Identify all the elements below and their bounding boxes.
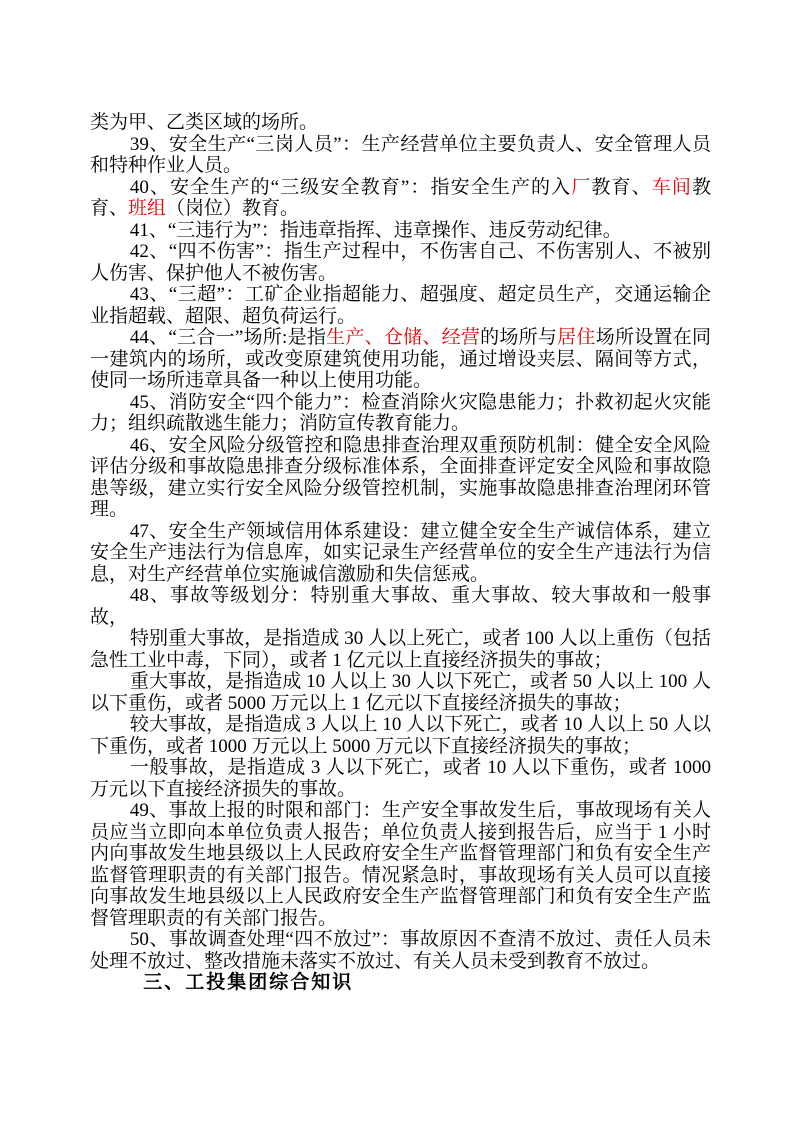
text-segment: 类为甲、乙类区域的场所。: [90, 112, 319, 133]
paragraph-item-41: [90, 220, 711, 242]
document-body: [90, 112, 711, 994]
text-segment: 三、工投集团综合知识: [143, 972, 354, 993]
text-segment: 的场所与: [480, 327, 558, 348]
text-segment: 40、安全生产的“三级安全教育”：指安全生产的入: [129, 176, 572, 198]
text-segment: （岗位）教育。: [166, 198, 300, 219]
text-segment: 重大事故，是指造成 10 人以上 30 人以下死亡，或者 50 人以上 100 人以下重伤，或者 5000 万元以上 1 亿元以下直接经济损失的事故；: [90, 671, 711, 714]
paragraph-item-48-large: [90, 714, 711, 757]
highlighted-text-segment: 厂: [571, 176, 592, 198]
paragraph-item-39: [90, 134, 711, 177]
paragraph-item-46: [90, 435, 711, 521]
highlighted-text-segment: 生产、仓储、经营: [326, 327, 481, 348]
text-segment: 45、消防安全“四个能力”：检查消除火灾隐患能力；扑救初起火灾能力；组织疏散逃生能力；消防宣传教育能力。: [90, 391, 711, 434]
paragraph-section-heading-3: [90, 972, 711, 994]
text-segment: 41、“三违行为”：指违章指挥、违章操作、违反劳动纪律。: [129, 219, 622, 241]
paragraph-item-45: [90, 392, 711, 435]
paragraph-item-48-major: [90, 671, 711, 714]
text-segment: 43、“三超”：工矿企业指超能力、超强度、超定员生产，交通运输企业指超载、超限、超负荷运行。: [90, 284, 711, 327]
highlighted-text-segment: 班组: [128, 198, 167, 219]
text-segment: 42、“四不伤害”：指生产过程中，不伤害自己、不伤害别人、不被别人伤害、保护他人不被伤害。: [90, 241, 711, 284]
paragraph-item-44: [90, 327, 711, 392]
paragraph-item-40: [90, 177, 711, 220]
paragraph-item-48-extraordinary: [90, 628, 711, 671]
text-segment: 教育、: [591, 176, 652, 198]
paragraph-item-47: [90, 521, 711, 586]
paragraph-item-49: [90, 800, 711, 929]
highlighted-text-segment: 车间: [651, 176, 692, 198]
text-segment: 一般事故，是指造成 3 人以下死亡，或者 10 人以下重伤，或者 1000 万元以下直接经济损失的事故。: [90, 757, 711, 800]
text-segment: 教育、: [90, 176, 711, 219]
paragraph-item-42: [90, 241, 711, 284]
highlighted-text-segment: 居住: [557, 327, 596, 348]
text-segment: 场所设置在同一建筑内的场所，或改变原建筑使用功能，通过增设夹层、隔间等方式，使同一场所违章具备一种以上使用功能。: [90, 327, 711, 391]
paragraph-item-50: [90, 929, 711, 972]
text-segment: 48、事故等级划分：特别重大事故、重大事故、较大事故和一般事故，: [90, 585, 711, 628]
paragraph-item-43: [90, 284, 711, 327]
text-segment: 44、“三合一”场所:是指: [129, 327, 327, 348]
text-segment: 47、安全生产领域信用体系建设：建立健全安全生产诚信体系，建立安全生产违法行为信息库，如实记录生产经营单位的安全生产违法行为信息，对生产经营单位实施诚信激励和失信惩戒。: [90, 520, 711, 585]
text-segment: 46、安全风险分级管控和隐患排查治理双重预防机制：健全安全风险评估分级和事故隐患排查分级标准体系，全面排查评定安全风险和事故隐患等级，建立实行安全风险分级管控机制，实施事故隐患排查治理闭环管理。: [90, 434, 711, 520]
paragraph-continuation-38: [90, 112, 711, 134]
text-segment: 39、安全生产“三岗人员”：生产经营单位主要负责人、安全管理人员和特种作业人员。: [90, 133, 711, 176]
text-segment: 50、事故调查处理“四不放过”：事故原因不查清不放过、责任人员未处理不放过、整改措施未落实不放过、有关人员未受到教育不放过。: [90, 929, 711, 972]
text-segment: 特别重大事故，是指造成 30 人以上死亡，或者 100 人以上重伤（包括急性工业中毒，下同），或者 1 亿元以上直接经济损失的事故；: [90, 628, 711, 671]
paragraph-item-48-ordinary: [90, 757, 711, 800]
paragraph-item-48: [90, 585, 711, 628]
text-segment: 49、事故上报的时限和部门：生产安全事故发生后，事故现场有关人员应当立即向本单位负责人报告；单位负责人接到报告后，应当于 1 小时内向事故发生地县级以上人民政府安全生产监督管理部门和负有安全生产监督管理职责的有关部门报告。情况紧急时，事故现场有关人员可以直接向事故发生地县级以上人民政府安全生产监督管理部门和负有安全生产监督管理职责的有关部门报告。: [90, 800, 711, 929]
text-segment: 较大事故，是指造成 3 人以上 10 人以下死亡，或者 10 人以上 50 人以下重伤，或者 1000 万元以上 5000 万元以下直接经济损失的事故；: [90, 714, 711, 757]
